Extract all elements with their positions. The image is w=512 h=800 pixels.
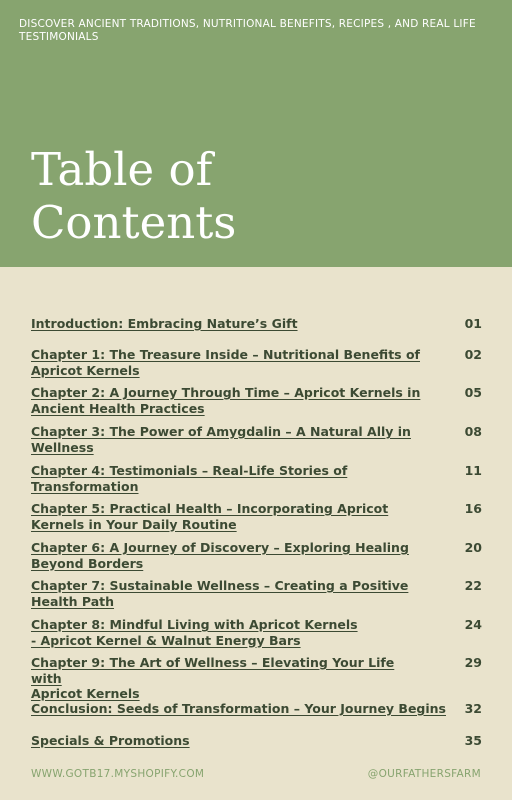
title-line-1: Table of [31, 143, 213, 196]
title-line-2: Contents [31, 196, 237, 249]
social-handle-link[interactable]: @OURFATHERSFARM [367, 768, 481, 780]
toc-entry-link[interactable]: Specials & Promotions [31, 733, 190, 748]
toc-entry-link[interactable]: Chapter 4: Testimonials – Real-Life Stories of Transformation [31, 463, 348, 494]
toc-entry-link[interactable]: Chapter 1: The Treasure Inside – Nutritional Benefits of Apricot Kernels [31, 347, 420, 378]
website-link[interactable]: WWW.GOTB17.MYSHOPIFY.COM [31, 768, 205, 780]
toc-page-number: 35 [464, 733, 482, 748]
toc-entry-link[interactable]: Chapter 6: A Journey of Discovery – Exploring Healing Beyond Borders [31, 540, 409, 571]
toc-page-number: 22 [464, 578, 482, 593]
toc-entry-link[interactable]: Chapter 5: Practical Health – Incorporating Apricot Kernels in Your Daily Routine [31, 501, 389, 532]
toc-entry-link[interactable]: Chapter 2: A Journey Through Time – Apricot Kernels in Ancient Health Practices [31, 385, 421, 416]
toc-page-number: 05 [464, 385, 482, 400]
toc-entry-link[interactable]: Chapter 7: Sustainable Wellness – Creating a Positive Health Path [31, 578, 409, 609]
header-banner [0, 0, 512, 267]
toc-page-number: 32 [464, 701, 482, 716]
toc-page-number: 11 [464, 463, 482, 478]
toc-entry-link[interactable]: Chapter 9: The Art of Wellness – Elevating Your Life with Apricot Kernels [31, 655, 395, 701]
toc-page-number: 01 [464, 316, 482, 331]
toc-entry-link[interactable]: Conclusion: Seeds of Transformation – Your Journey Begins [31, 701, 446, 716]
toc-page-number: 08 [464, 424, 482, 439]
page-title [31, 143, 236, 249]
tagline: DISCOVER ANCIENT TRADITIONS, NUTRITIONAL BENEFITS, RECIPES , AND REAL LIFE TESTIMONIALS [19, 18, 476, 43]
toc-page-number: 16 [464, 501, 482, 516]
toc-page-number: 20 [464, 540, 482, 555]
toc-entry-link[interactable]: Chapter 8: Mindful Living with Apricot Kernels - Apricot Kernel & Walnut Energy Bars [31, 617, 358, 648]
toc-page-number: 29 [464, 655, 482, 670]
toc-page-number: 02 [464, 347, 482, 362]
toc-entry-link[interactable]: Chapter 3: The Power of Amygdalin – A Natural Ally in Wellness [31, 424, 411, 455]
toc-page-number: 24 [464, 617, 482, 632]
toc-entry-link[interactable]: Introduction: Embracing Nature’s Gift [31, 316, 298, 331]
